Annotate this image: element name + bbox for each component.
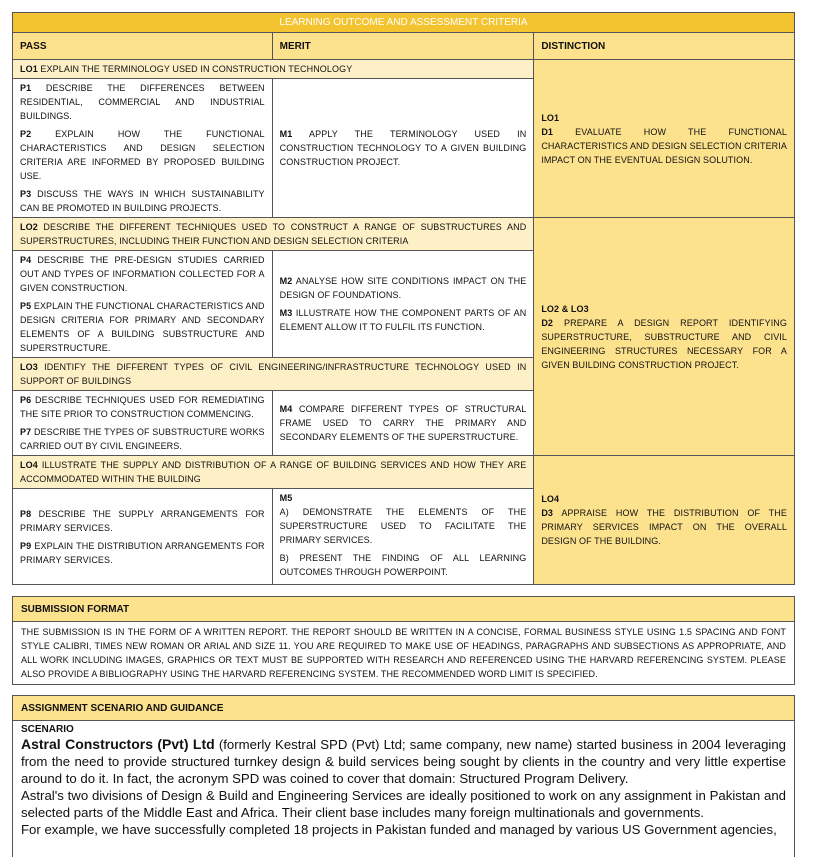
lo2-row <box>13 218 534 251</box>
submission-heading: SUBMISSION FORMAT <box>13 597 795 622</box>
lo3-text: IDENTIFY THE DIFFERENT TYPES OF CIVIL ENGINEERING/INFRASTRUCTURE TECHNOLOGY USED IN SUPPORT OF BUILDINGS <box>20 362 527 386</box>
d1-code: D1 <box>541 126 554 137</box>
d3-text: APPRAISE HOW THE DISTRIBUTION OF THE PRIMARY SERVICES IMPACT ON THE OVERALL DESIGN OF THE BUILDING. <box>541 508 787 546</box>
d2-text: PREPARE A DESIGN REPORT IDENTIFYING SUPERSTRUCTURE, SUBSTRUCTURE AND CIVIL ENGINEERING STRUCTURES NECESSARY FOR A GIVEN BUILDING CONSTRUCTION PROJECT. <box>541 317 787 370</box>
lo3-pass-cell <box>13 391 273 456</box>
scenario-text <box>21 736 786 838</box>
lo4-pass-cell <box>13 489 273 585</box>
lo2-lo3-distinction-cell <box>534 218 795 456</box>
p2-code: P2 <box>20 129 32 139</box>
p8-code: P8 <box>20 508 32 519</box>
p6-text: DESCRIBE TECHNIQUES USED FOR REMEDIATING THE SITE PRIOR TO CONSTRUCTION COMMENCING. <box>20 395 265 419</box>
pass-header: PASS <box>13 33 273 60</box>
lo1-row <box>13 60 534 79</box>
lo1-dist-label: LO1 <box>541 112 560 123</box>
submission-body: THE SUBMISSION IS IN THE FORM OF A WRITTEN REPORT. THE REPORT SHOULD BE WRITTEN IN A CONCISE, FORMAL BUSINESS STYLE USING 1.5 SPACING AND FONT STYLE CALIBRI, TIMES NEW ROMAN OR ARIAL AND SIZE 11. YOU ARE REQUIRED TO MAKE USE OF HEADINGS, PARAGRAPHS AND SUBSECTIONS AS APPROPRIATE, AND ALL WORK INCLUDING IMAGES, GRAPHICS OR TEXT MUST BE SUPPORTED WITH RESEARCH AND REFERENCED USING THE HARVARD REFERENCING SYSTEM. PLEASE ALSO PROVIDE A BIBLIOGRAPHY USING THE HARVARD REFERENCING SYSTEM. THE RECOMMENDED WORD LIMIT IS SPECIFIED. <box>13 622 795 685</box>
p6-code: P6 <box>20 395 32 405</box>
lo3-merit-cell <box>272 391 534 456</box>
merit-header: MERIT <box>272 33 534 60</box>
p1-text: DESCRIBE THE DIFFERENCES BETWEEN RESIDENTIAL, COMMERCIAL AND INDUSTRIAL BUILDINGS. <box>20 83 265 121</box>
lo2-code: LO2 <box>20 222 38 232</box>
lo4-row <box>13 456 534 489</box>
lo4-code: LO4 <box>20 460 38 470</box>
m4-code: M4 <box>279 404 293 414</box>
scenario-label: SCENARIO <box>21 724 74 735</box>
scenario-para-3: For example, we have successfully completed 18 projects in Pakistan funded and managed by various US Government agencies, <box>21 822 777 837</box>
p7-text: DESCRIBE THE TYPES OF SUBSTRUCTURE WORKS CARRIED OUT BY CIVIL ENGINEERS. <box>20 427 265 451</box>
p5-code: P5 <box>20 301 32 311</box>
lo2-merit-cell <box>272 251 534 358</box>
assessment-criteria-table <box>12 12 795 585</box>
d3-code: D3 <box>541 508 554 518</box>
lo4-dist-label: LO4 <box>541 494 560 504</box>
criteria-table-title: LEARNING OUTCOME AND ASSESSMENT CRITERIA <box>13 13 795 33</box>
lo1-code: LO1 <box>20 64 38 74</box>
p8-text: DESCRIBE THE SUPPLY ARRANGEMENTS FOR PRIMARY SERVICES. <box>20 508 265 533</box>
scenario-cell <box>13 721 795 857</box>
scenario-para-1: (formerly Kestral SPD (Pvt) Ltd; same company, new name) started business in 2004 leveraging from the need to provide structured turnkey design & build services being sought by clients in the country and very little expertise around to do it. In fact, the acronym SPD was coined to cover that domain: Structured Program Delivery. <box>21 737 786 786</box>
company-name: Astral Constructors (Pvt) Ltd <box>21 736 215 752</box>
m2-code: M2 <box>279 276 293 286</box>
lo2-dist-label: LO2 & LO3 <box>541 303 589 314</box>
m5-part-a: A) DEMONSTRATE THE ELEMENTS OF THE SUPERSTRUCTURE USED TO FACILITATE THE PRIMARY SERVICES. <box>279 507 527 545</box>
p1-code: P1 <box>20 83 32 93</box>
p7-code: P7 <box>20 427 32 437</box>
m1-code: M1 <box>279 129 293 139</box>
assignment-scenario-table <box>12 695 795 857</box>
p2-text: EXPLAIN HOW THE FUNCTIONAL CHARACTERISTICS AND DESIGN SELECTION CRITERIA ARE INFORMED BY PROPOSED BUILDING USE. <box>20 129 265 181</box>
lo2-pass-cell <box>13 251 273 358</box>
lo1-pass-cell <box>13 79 273 218</box>
m5-code: M5 <box>279 493 293 503</box>
lo3-row <box>13 358 534 391</box>
m3-code: M3 <box>279 308 293 318</box>
lo4-merit-cell <box>272 489 534 585</box>
lo3-code: LO3 <box>20 362 38 372</box>
d1-text: EVALUATE HOW THE FUNCTIONAL CHARACTERISTICS AND DESIGN SELECTION CRITERIA IMPACT ON THE EVENTUAL DESIGN SOLUTION. <box>541 126 787 165</box>
m1-text: APPLY THE TERMINOLOGY USED IN CONSTRUCTION TECHNOLOGY TO A GIVEN BUILDING CONSTRUCTION PROJECT. <box>279 129 527 167</box>
m2-text: ANALYSE HOW SITE CONDITIONS IMPACT ON THE DESIGN OF FOUNDATIONS. <box>279 276 527 300</box>
lo2-text: DESCRIBE THE DIFFERENT TECHNIQUES USED TO CONSTRUCT A RANGE OF SUBSTRUCTURES AND SUPERSTRUCTURES, INCLUDING THEIR FUNCTION AND DESIGN SELECTION CRITERIA <box>20 222 527 246</box>
m3-text: ILLUSTRATE HOW THE COMPONENT PARTS OF AN ELEMENT ALLOW IT TO FULFIL ITS FUNCTION. <box>279 308 527 332</box>
distinction-header: DISTINCTION <box>534 33 795 60</box>
p4-text: DESCRIBE THE PRE-DESIGN STUDIES CARRIED OUT AND TYPES OF INFORMATION COLLECTED FOR A GIVEN CONSTRUCTION. <box>20 255 265 293</box>
p9-code: P9 <box>20 540 32 551</box>
m5-part-b: B) PRESENT THE FINDING OF ALL LEARNING OUTCOMES THROUGH POWERPOINT. <box>279 553 527 577</box>
d2-code: D2 <box>541 317 554 328</box>
submission-format-table <box>12 596 795 685</box>
p3-code: P3 <box>20 189 32 199</box>
lo1-merit-cell <box>272 79 534 218</box>
p4-code: P4 <box>20 255 32 265</box>
scenario-para-2: Astral's two divisions of Design & Build and Engineering Services are ideally positioned to work on any assignment in Pakistan and selected parts of the Middle East and Africa. Their client base includes many foreign multinationals and governments. <box>21 788 786 820</box>
p3-text: DISCUSS THE WAYS IN WHICH SUSTAINABILITY CAN BE PROMOTED IN BUILDING PROJECTS. <box>20 189 265 213</box>
p9-text: EXPLAIN THE DISTRIBUTION ARRANGEMENTS FOR PRIMARY SERVICES. <box>20 540 265 565</box>
assignment-heading: ASSIGNMENT SCENARIO AND GUIDANCE <box>13 696 795 721</box>
lo1-text: EXPLAIN THE TERMINOLOGY USED IN CONSTRUCTION TECHNOLOGY <box>40 64 353 74</box>
lo4-text: ILLUSTRATE THE SUPPLY AND DISTRIBUTION OF A RANGE OF BUILDING SERVICES AND HOW THEY ARE ACCOMMODATED WITHIN THE BUILDING <box>20 460 527 484</box>
lo1-distinction-cell <box>534 60 795 218</box>
p5-text: EXPLAIN THE FUNCTIONAL CHARACTERISTICS AND DESIGN CRITERIA FOR PRIMARY AND SECONDARY ELEMENTS OF A BUILDING SUBSTRUCTURE AND SUPERSTRUCTURE. <box>20 301 265 353</box>
lo4-distinction-cell <box>534 456 795 585</box>
m4-text: COMPARE DIFFERENT TYPES OF STRUCTURAL FRAME USED TO CARRY THE PRIMARY AND SECONDARY ELEMENTS OF THE SUPERSTRUCTURE. <box>279 404 527 442</box>
